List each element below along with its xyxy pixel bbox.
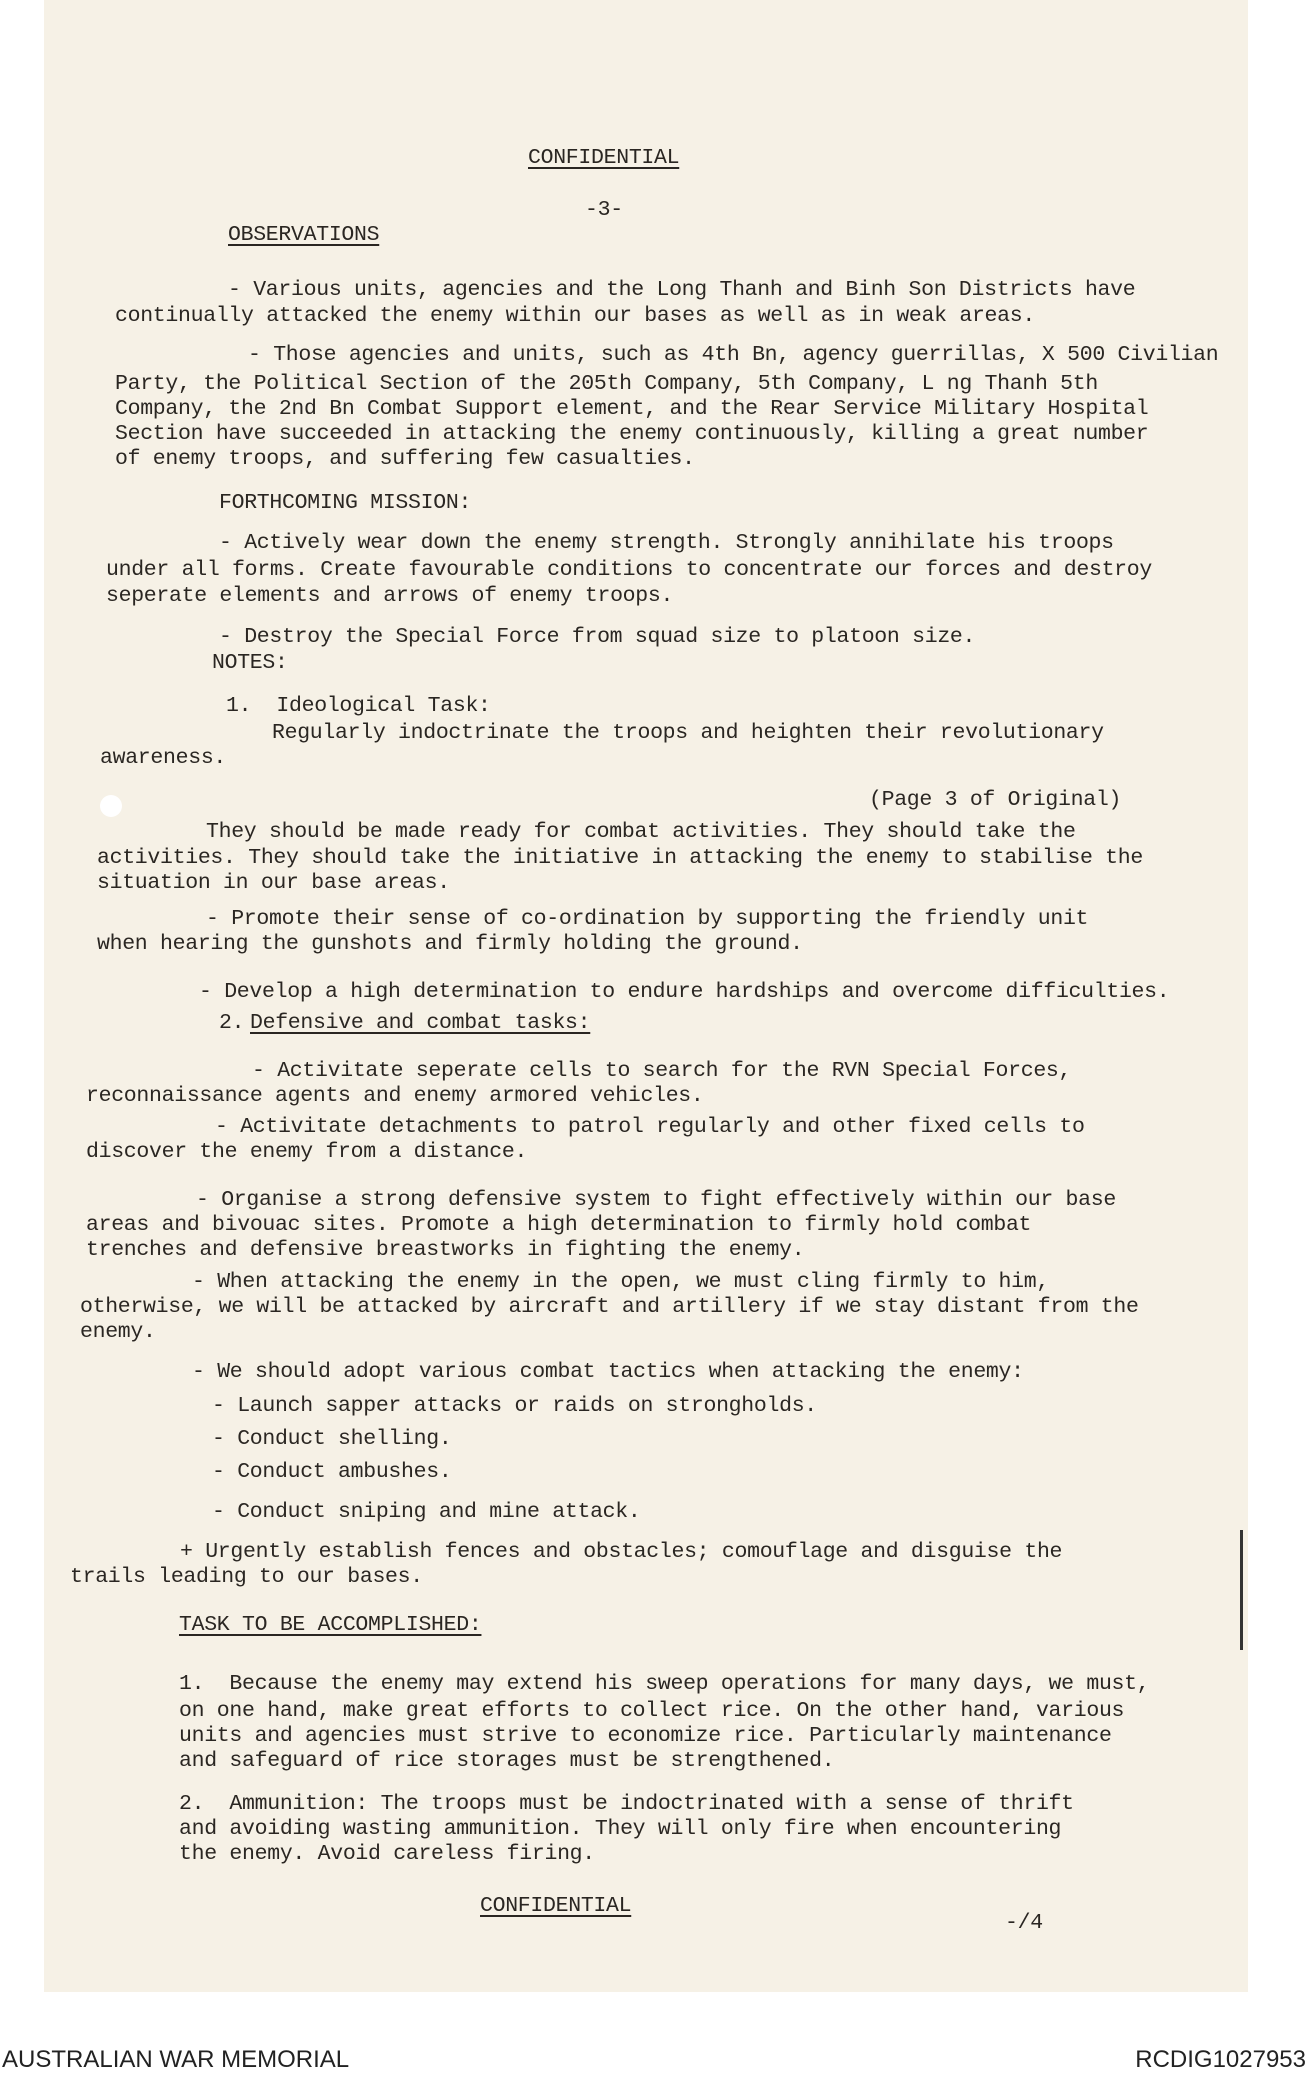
tactic-item: - Launch sapper attacks or raids on strongholds. (212, 1394, 817, 1418)
text-line: trenches and defensive breastworks in fighting the enemy. (86, 1238, 805, 1262)
text-line: - Various units, agencies and the Long Thanh and Binh Son Districts have (228, 278, 1136, 302)
text-line: areas and bivouac sites. Promote a high determination to firmly hold combat (86, 1213, 1032, 1237)
text-line: 1. Ideological Task: (226, 694, 491, 718)
defensive-heading: Defensive and combat tasks: (250, 1011, 591, 1035)
edge-mark (1240, 1530, 1243, 1650)
tactic-item: - Conduct sniping and mine attack. (212, 1500, 641, 1524)
text-line: awareness. (100, 746, 227, 770)
forthcoming-heading: FORTHCOMING MISSION: (219, 491, 472, 515)
observations-heading: OBSERVATIONS (228, 223, 380, 247)
text-line: - Destroy the Special Force from squad size to platoon size. (219, 625, 976, 649)
text-line: enemy. (80, 1320, 156, 1344)
text-line: - Activitate detachments to patrol regularly and other fixed cells to (215, 1115, 1085, 1139)
text-line: - Those agencies and units, such as 4th Bn, agency guerrillas, X 500 Civilian (248, 343, 1219, 367)
text-line: units and agencies must strive to economize rice. Particularly maintenance (179, 1724, 1112, 1748)
text-line: situation in our base areas. (97, 871, 450, 895)
text-line: 1. Because the enemy may extend his sweep operations for many days, we must, (179, 1672, 1150, 1696)
page-number: -3- (585, 198, 623, 222)
text-line: on one hand, make great efforts to collect rice. On the other hand, various (179, 1699, 1125, 1723)
text-line: - When attacking the enemy in the open, we must cling firmly to him, (192, 1270, 1049, 1294)
text-line: of enemy troops, and suffering few casualties. (115, 447, 695, 471)
tactic-item: - Conduct shelling. (212, 1427, 452, 1451)
classification-header: CONFIDENTIAL (528, 146, 680, 170)
text-line: - Activitate seperate cells to search for the RVN Special Forces, (252, 1059, 1072, 1083)
text-line: Company, the 2nd Bn Combat Support element, and the Rear Service Military Hospital (115, 397, 1149, 421)
text-line: 2. Ammunition: The troops must be indoctrinated with a sense of thrift (179, 1792, 1074, 1816)
archive-record-id: RCDIG1027953 (1135, 2046, 1306, 2073)
text-line: 2. (219, 1011, 245, 1035)
text-line: - Organise a strong defensive system to fight effectively within our base (196, 1188, 1116, 1212)
classification-footer: CONFIDENTIAL (480, 1894, 632, 1918)
tactic-item: - We should adopt various combat tactics when attacking the enemy: (192, 1360, 1024, 1384)
text-line: discover the enemy from a distance. (86, 1140, 528, 1164)
text-line: - Develop a high determination to endure hardships and overcome difficulties. (199, 980, 1170, 1004)
text-line: under all forms. Create favourable conditions to concentrate our forces and destroy (106, 558, 1152, 582)
tasks-heading: TASK TO BE ACCOMPLISHED: (179, 1613, 482, 1637)
text-line: reconnaissance agents and enemy armored vehicles. (86, 1084, 704, 1108)
text-line: Section have succeeded in attacking the enemy continuously, killing a great number (115, 422, 1149, 446)
text-line: activities. They should take the initiative in attacking the enemy to stabilise the (97, 846, 1143, 870)
tactic-item: - Conduct ambushes. (212, 1460, 452, 1484)
text-line: trails leading to our bases. (70, 1565, 423, 1589)
text-line: They should be made ready for combat activities. They should take the (206, 820, 1076, 844)
text-line: Party, the Political Section of the 205th Company, 5th Company, L ng Thanh 5th (115, 372, 1098, 396)
next-page-marker: -/4 (1005, 1911, 1043, 1935)
punch-hole (100, 795, 122, 817)
text-line: and avoiding wasting ammunition. They will only fire when encountering (179, 1817, 1062, 1841)
text-line: continually attacked the enemy within our bases as well as in weak areas. (115, 304, 1035, 328)
text-line: Regularly indoctrinate the troops and heighten their revolutionary (272, 721, 1104, 745)
text-line: seperate elements and arrows of enemy troops. (106, 584, 674, 608)
text-line: - Promote their sense of co-ordination by supporting the friendly unit (206, 907, 1089, 931)
text-line: the enemy. Avoid careless firing. (179, 1842, 595, 1866)
text-line: when hearing the gunshots and firmly holding the ground. (97, 932, 803, 956)
notes-heading: NOTES: (212, 651, 288, 675)
text-line: and safeguard of rice storages must be strengthened. (179, 1749, 835, 1773)
text-line: + Urgently establish fences and obstacles; comouflage and disguise the (180, 1540, 1063, 1564)
archive-institution: AUSTRALIAN WAR MEMORIAL (2, 2046, 350, 2073)
text-line: otherwise, we will be attacked by aircraft and artillery if we stay distant from the (80, 1295, 1139, 1319)
text-line: - Actively wear down the enemy strength. Strongly annihilate his troops (219, 531, 1114, 555)
page-reference: (Page 3 of Original) (869, 788, 1122, 812)
